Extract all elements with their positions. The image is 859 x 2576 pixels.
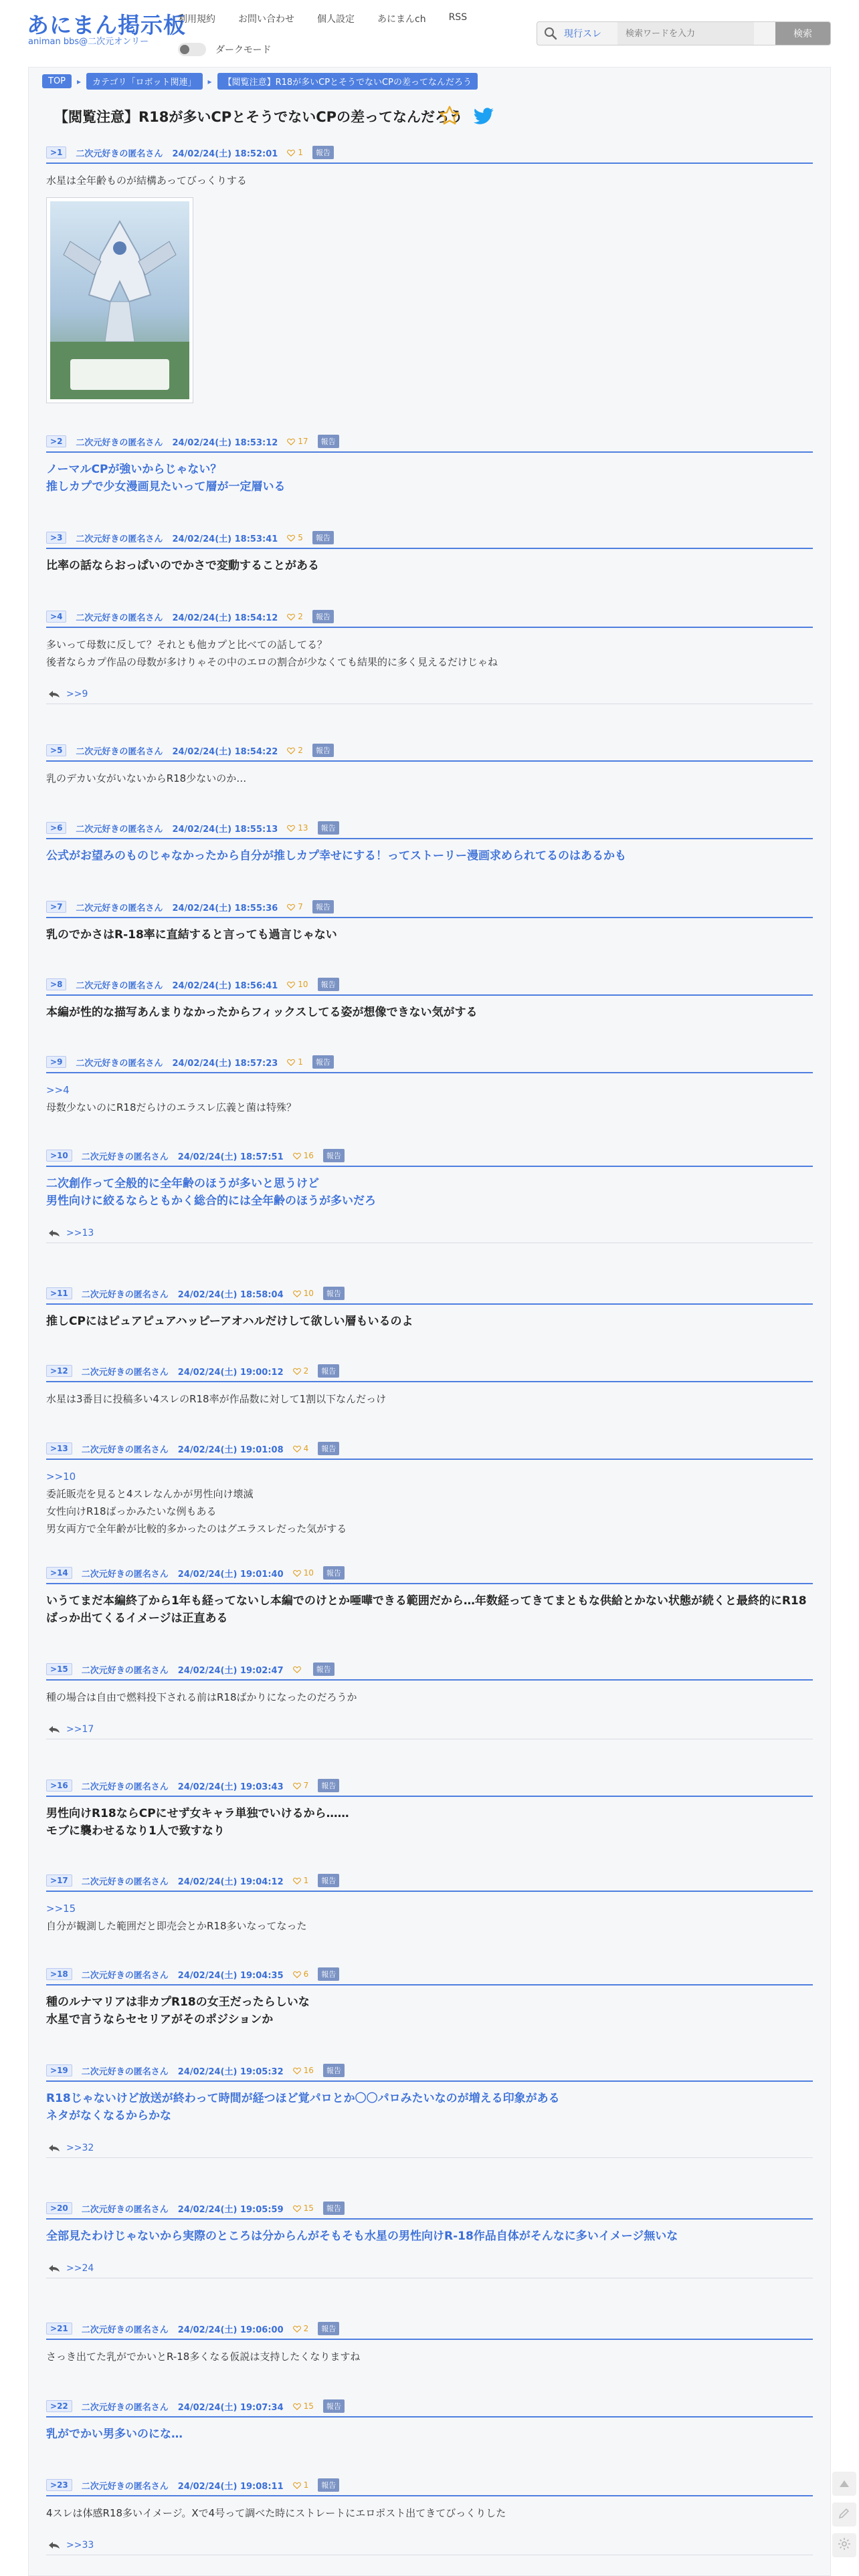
- poster-name: 二次元好きの匿名さん: [76, 824, 163, 835]
- post-11: [46, 1286, 813, 1330]
- poster-name: 二次元好きの匿名さん: [81, 1782, 169, 1792]
- search-mode-select[interactable]: 現行スレ: [564, 29, 601, 39]
- res-number[interactable]: >23: [46, 2479, 72, 2491]
- dark-mode-toggle[interactable]: [178, 43, 271, 56]
- post-body: [46, 461, 813, 496]
- post-line: 水星で言うならセセリアがそのポジションか: [46, 2013, 274, 2026]
- post-9: [46, 1055, 813, 1116]
- res-number[interactable]: >8: [46, 978, 66, 990]
- post-8: [46, 977, 813, 1021]
- logo-subtitle: animan bbs@二次元オンリー: [28, 37, 149, 47]
- nav-rss[interactable]: RSS: [448, 12, 468, 23]
- report-button[interactable]: 報告: [318, 1364, 339, 1378]
- like-button[interactable]: [287, 533, 303, 542]
- post-line: ノーマルCPが強いからじゃない？: [46, 463, 222, 476]
- post-line: 推しCPにはピュアピュアハッピーアオハルだけして欲しい層もいるのよ: [46, 1315, 413, 1328]
- report-button[interactable]: 報告: [318, 1442, 339, 1455]
- post-7: [46, 899, 813, 944]
- like-button[interactable]: [287, 823, 308, 833]
- like-button[interactable]: [287, 980, 308, 989]
- poster-name: 二次元好きの匿名さん: [76, 903, 163, 914]
- res-number[interactable]: >10: [46, 1150, 72, 1162]
- post-line: 水星は3番目に投稿多い4スレのR18率が作品数に対して1割以下なんだっけ: [46, 1393, 387, 1405]
- like-button[interactable]: [287, 612, 303, 621]
- like-count: 10: [303, 1568, 314, 1578]
- like-button[interactable]: [287, 148, 303, 157]
- like-count: 16: [303, 1151, 314, 1160]
- report-button[interactable]: 報告: [312, 610, 334, 623]
- res-number[interactable]: >1: [46, 146, 66, 158]
- poster-name: 二次元好きの匿名さん: [81, 2325, 169, 2335]
- thread-title: 【閲覧注意】R18が多いCPとそうでないCPの差ってなんだろう: [54, 109, 463, 125]
- replies-bar: [46, 2138, 813, 2158]
- post-body: [46, 926, 813, 944]
- post-body: [46, 2426, 813, 2443]
- reply-anchor-link[interactable]: >>10: [46, 1471, 76, 1483]
- like-button[interactable]: [287, 902, 303, 911]
- res-number[interactable]: >19: [46, 2064, 72, 2076]
- post-date: 24/02/24(土) 19:02:47: [177, 1665, 284, 1676]
- like-count: 1: [298, 1057, 303, 1067]
- poster-name: 二次元好きの匿名さん: [81, 1289, 169, 1300]
- report-button[interactable]: 報告: [323, 2202, 345, 2215]
- post-21: [46, 2321, 813, 2365]
- poster-name: 二次元好きの匿名さん: [81, 1367, 169, 1378]
- res-number[interactable]: >9: [46, 1056, 66, 1068]
- post-line: 水星は全年齢ものが結構あってびっくりする: [46, 175, 247, 187]
- post-divider: [46, 760, 813, 762]
- post-15: [46, 1662, 813, 1739]
- post-date: 24/02/24(土) 19:06:00: [177, 2325, 284, 2335]
- write-post-button[interactable]: [832, 2502, 856, 2527]
- post-body: [46, 1689, 813, 1706]
- poster-name: 二次元好きの匿名さん: [81, 2204, 169, 2215]
- post-divider: [46, 2416, 813, 2418]
- post-line: 乳のでかさはR-18率に直結すると言っても過言じゃない: [46, 928, 337, 942]
- post-line: 男女両方で全年齢が比較的多かったのはグエラスレだった気がする: [46, 1523, 347, 1535]
- like-button[interactable]: [287, 1057, 303, 1067]
- report-button[interactable]: 報告: [312, 900, 334, 914]
- nav-animanch[interactable]: あにまんch: [377, 14, 426, 25]
- like-button[interactable]: [293, 1876, 309, 1885]
- report-button[interactable]: 報告: [323, 2064, 345, 2077]
- poster-name: 二次元好きの匿名さん: [76, 613, 163, 623]
- switch-knob: [180, 45, 189, 54]
- post-divider: [46, 1891, 813, 1892]
- replies-bar: [46, 684, 813, 704]
- post-date: 24/02/24(土) 18:55:36: [172, 903, 278, 914]
- floating-actions: [832, 2472, 856, 2557]
- report-button[interactable]: 報告: [312, 146, 334, 159]
- like-button[interactable]: [287, 437, 308, 446]
- poster-name: 二次元好きの匿名さん: [81, 1152, 169, 1162]
- post-line: 種の場合は自由で燃料投下される前はR18ばかりになったのだろうか: [46, 1691, 357, 1703]
- res-number[interactable]: >6: [46, 822, 66, 834]
- post-body: [46, 557, 813, 574]
- like-count: 2: [298, 612, 303, 621]
- breadcrumb-top[interactable]: TOP: [42, 74, 72, 88]
- post-line: 後者ならカプ作品の母数が多けりゃその中のエロの割合が少なくても結果的に多く見えるだけじゃね: [46, 656, 498, 668]
- post-body: [46, 2090, 813, 2125]
- replies-bar: [46, 2258, 813, 2278]
- like-count: 10: [303, 1289, 314, 1298]
- res-number[interactable]: >7: [46, 901, 66, 913]
- post-divider: [46, 1166, 813, 1167]
- res-number[interactable]: >14: [46, 1567, 72, 1579]
- res-number[interactable]: >18: [46, 1968, 72, 1980]
- search-input[interactable]: [617, 22, 754, 45]
- like-button[interactable]: [293, 1781, 309, 1790]
- post-date: 24/02/24(土) 19:05:59: [177, 2204, 284, 2215]
- post-divider: [46, 1796, 813, 1797]
- breadcrumb-separator-icon: ▸: [207, 76, 212, 86]
- post-date: 24/02/24(土) 19:01:08: [177, 1444, 284, 1455]
- post-date: 24/02/24(土) 18:53:41: [172, 534, 278, 544]
- post-line: 公式がお望みのものじゃなかったから自分が推しカプ幸せにする！ってストーリー漫画求められてるのはあるかも: [46, 849, 626, 863]
- post-divider: [46, 1072, 813, 1073]
- post-22: [46, 2399, 813, 2443]
- res-number[interactable]: >21: [46, 2323, 72, 2335]
- twitter-share-icon[interactable]: [473, 108, 494, 128]
- replies-bar: [46, 2535, 813, 2555]
- like-button[interactable]: [293, 2401, 314, 2411]
- favorite-star-icon[interactable]: [438, 104, 461, 130]
- post-line: 推しカプで少女漫画見たいって層が一定層いる: [46, 480, 286, 494]
- like-button[interactable]: [293, 1568, 314, 1578]
- post-image-thumbnail[interactable]: [46, 197, 193, 403]
- report-button[interactable]: 報告: [323, 1149, 345, 1162]
- nav-contact[interactable]: お問い合わせ: [238, 14, 294, 25]
- post-10: [46, 1148, 813, 1243]
- res-number[interactable]: >11: [46, 1287, 72, 1299]
- reply-arrow-icon: [49, 2539, 60, 2551]
- post-line: ネタがなくなるからかな: [46, 2109, 171, 2123]
- post-body: [46, 2348, 813, 2365]
- poster-name: 二次元好きの匿名さん: [76, 980, 163, 991]
- post-divider: [46, 994, 813, 996]
- post-14: [46, 1566, 813, 1627]
- post-date: 24/02/24(土) 18:55:13: [172, 824, 278, 835]
- like-count: 15: [303, 2204, 314, 2213]
- post-body: [46, 1004, 813, 1021]
- post-23: [46, 2478, 813, 2555]
- post-body: [46, 1805, 813, 1840]
- report-button[interactable]: 報告: [318, 2478, 339, 2492]
- poster-name: 二次元好きの匿名さん: [76, 534, 163, 544]
- post-line: 男性向けR18ならCPにせず女キャラ単独でいけるから……: [46, 1807, 349, 1820]
- post-date: 24/02/24(土) 19:04:12: [177, 1876, 284, 1887]
- reply-link[interactable]: >>9: [66, 688, 88, 700]
- post-line: 4スレは体感R18多いイメージ。Xで4号って調べた時にストレートにエロポスト出てきてびっくりした: [46, 2507, 506, 2519]
- post-divider: [46, 627, 813, 628]
- reply-arrow-icon: [49, 1723, 60, 1735]
- report-button[interactable]: 報告: [318, 435, 339, 448]
- post-13: [46, 1441, 813, 1537]
- reply-link[interactable]: >>13: [66, 1227, 94, 1239]
- post-body: [46, 1468, 813, 1537]
- like-button[interactable]: [293, 2204, 314, 2213]
- res-number[interactable]: >4: [46, 611, 66, 623]
- reply-arrow-icon: [49, 687, 60, 700]
- report-button[interactable]: 報告: [312, 531, 334, 544]
- post-date: 24/02/24(土) 18:52:01: [172, 148, 278, 159]
- poster-name: 二次元好きの匿名さん: [81, 2066, 169, 2077]
- res-number[interactable]: >5: [46, 744, 66, 756]
- like-button[interactable]: [293, 1151, 314, 1160]
- reply-anchor-link[interactable]: >>15: [46, 1903, 76, 1915]
- like-button[interactable]: [293, 1366, 309, 1376]
- res-number[interactable]: >17: [46, 1874, 72, 1887]
- poster-name: 二次元好きの匿名さん: [81, 2402, 169, 2413]
- post-divider: [46, 163, 813, 164]
- post-line: いうてまだ本編終了から1年も経ってないし本編でのけとか唖嘩できる範囲だから…年数経ってきてまともな供給とかない状態が続くと最終的にR18ばっか出てくるイメージは正直ある: [46, 1594, 807, 1625]
- post-body: [46, 1592, 813, 1627]
- report-button[interactable]: 報告: [318, 978, 339, 991]
- search-button[interactable]: 検索: [775, 22, 830, 45]
- like-count: 1: [303, 1876, 309, 1885]
- post-3: [46, 530, 813, 574]
- post-body: [46, 2504, 813, 2522]
- like-button[interactable]: [293, 1969, 309, 1979]
- post-body: [46, 1390, 813, 1408]
- post-divider: [46, 1583, 813, 1584]
- post-6: [46, 821, 813, 865]
- post-divider: [46, 1679, 813, 1681]
- report-button[interactable]: 報告: [312, 744, 334, 757]
- res-number[interactable]: >22: [46, 2400, 72, 2412]
- post-divider: [46, 2339, 813, 2340]
- report-button[interactable]: 報告: [318, 2322, 339, 2335]
- poster-name: 二次元好きの匿名さん: [76, 437, 163, 448]
- dark-mode-switch[interactable]: [178, 43, 206, 56]
- post-date: 24/02/24(土) 19:00:12: [177, 1367, 284, 1378]
- post-4: [46, 609, 813, 704]
- replies-bar: [46, 1223, 813, 1243]
- replies-bar: [46, 1719, 813, 1739]
- dark-mode-label: ダークモード: [215, 45, 272, 56]
- post-line: 母数少ないのにR18だらけのエラスレ広義と菌は特殊？: [46, 1101, 297, 1113]
- reply-arrow-icon: [49, 2141, 60, 2154]
- reply-link[interactable]: >>17: [66, 1723, 94, 1735]
- breadcrumb-thread[interactable]: 【閲覧注意】R18が多いCPとそうでないCPの差ってなんだろう: [217, 73, 478, 90]
- post-5: [46, 743, 813, 787]
- post-date: 24/02/24(土) 19:04:35: [177, 1970, 284, 1981]
- arrow-up-icon: [839, 2478, 850, 2490]
- post-line: さっき出てた乳がでかいとR-18多くなる仮説は支持したくなりますね: [46, 2351, 361, 2363]
- like-count: 16: [303, 2066, 314, 2075]
- post-line: 委託販売を見ると4スレなんかが男性向け壊滅: [46, 1488, 254, 1500]
- post-17: [46, 1873, 813, 1935]
- report-button[interactable]: 報告: [318, 1874, 339, 1887]
- like-button[interactable]: [293, 1444, 309, 1453]
- like-count: 5: [298, 533, 303, 542]
- like-count: 2: [298, 746, 303, 755]
- like-count: 7: [303, 1781, 309, 1790]
- gear-icon: [838, 2537, 851, 2553]
- post-body: [46, 1081, 813, 1116]
- post-1: [46, 145, 813, 403]
- top-nav: [178, 12, 490, 25]
- post-line: 自分が観測した範囲だと即売会とかR18多いなってなった: [46, 1920, 307, 1932]
- post-line: R18じゃないけど放送が終わって時間が経つほど覚パロとか〇〇パロみたいなのが増える印象がある: [46, 2092, 560, 2105]
- res-number[interactable]: >13: [46, 1442, 72, 1455]
- res-number[interactable]: >15: [46, 1663, 72, 1675]
- post-divider: [46, 2080, 813, 2082]
- like-count: 2: [303, 1366, 309, 1376]
- report-button[interactable]: 報告: [323, 2399, 345, 2413]
- breadcrumb-category[interactable]: カテゴリ「ロボット関連」: [86, 73, 202, 90]
- report-button[interactable]: 報告: [318, 1779, 339, 1792]
- settings-button[interactable]: [832, 2533, 856, 2557]
- poster-name: 二次元好きの匿名さん: [81, 1569, 169, 1580]
- post-line: 二次創作って全般的に全年齢のほうが多いと思うけど: [46, 1177, 319, 1190]
- breadcrumb-separator-icon: ▸: [77, 76, 82, 86]
- post-body: [46, 1175, 813, 1210]
- reply-link[interactable]: >>33: [66, 2539, 94, 2551]
- like-button[interactable]: [293, 2480, 309, 2490]
- like-button[interactable]: [287, 746, 303, 755]
- like-count: 2: [303, 2324, 309, 2333]
- poster-name: 二次元好きの匿名さん: [81, 1444, 169, 1455]
- post-divider: [46, 548, 813, 549]
- post-18: [46, 1967, 813, 2028]
- post-date: 24/02/24(土) 18:54:12: [172, 613, 278, 623]
- post-date: 24/02/24(土) 18:58:04: [177, 1289, 284, 1300]
- like-button[interactable]: [293, 2324, 309, 2333]
- res-number[interactable]: >12: [46, 1365, 72, 1377]
- post-line: 本編が性的な描写あんまりなかったからフィックスしてる姿が想像できない気がする: [46, 1006, 478, 1019]
- logo-title: あにまん掲示板: [27, 12, 186, 38]
- like-count: 13: [298, 823, 308, 833]
- like-button[interactable]: [293, 1289, 314, 1298]
- poster-name: 二次元好きの匿名さん: [76, 148, 163, 159]
- poster-name: 二次元好きの匿名さん: [81, 1876, 169, 1887]
- search-icon: [537, 22, 564, 45]
- like-count: 15: [303, 2401, 314, 2411]
- post-date: 24/02/24(土) 19:08:11: [177, 2481, 284, 2492]
- res-number[interactable]: >2: [46, 435, 66, 447]
- post-body: [46, 1900, 813, 1935]
- post-2: [46, 434, 813, 496]
- thread-panel: [28, 67, 831, 2576]
- post-line: 多いって母数に反して？それとも他カプと比べての話してる？: [46, 639, 328, 651]
- post-date: 24/02/24(土) 18:57:23: [172, 1058, 278, 1069]
- post-19: [46, 2063, 813, 2158]
- post-body: [46, 2228, 813, 2245]
- post-line: 男性向けに絞るならともかく総合的には全年齢のほうが多いだろ: [46, 1194, 376, 1208]
- post-divider: [46, 451, 813, 453]
- reply-arrow-icon: [49, 2262, 60, 2274]
- post-line: 女性向けR18ばっかみたいな例もある: [46, 1505, 217, 1517]
- report-button[interactable]: 報告: [323, 1566, 345, 1580]
- report-button[interactable]: 報告: [318, 1967, 339, 1981]
- poster-name: 二次元好きの匿名さん: [76, 1058, 163, 1069]
- post-date: 24/02/24(土) 18:54:22: [172, 746, 278, 757]
- report-button[interactable]: 報告: [313, 1662, 335, 1676]
- reply-link[interactable]: >>32: [66, 2142, 94, 2153]
- post-body: [46, 636, 813, 671]
- post-date: 24/02/24(土) 19:07:34: [177, 2402, 284, 2413]
- poster-name: 二次元好きの匿名さん: [81, 1970, 169, 1981]
- post-line: 種のルナマリアは非カプR18の女王だったらしいな: [46, 1996, 310, 2009]
- site-header: [0, 0, 859, 64]
- post-line: 全部見たわけじゃないから実際のところは分からんがそもそも水星の男性向けR-18作品自体がそんなに多いイメージ無いな: [46, 2230, 678, 2243]
- post-line: 比率の話ならおっぱいのでかさで変動することがある: [46, 559, 319, 572]
- post-body: [46, 1994, 813, 2028]
- poster-name: 二次元好きの匿名さん: [81, 1665, 169, 1676]
- poster-name: 二次元好きの匿名さん: [81, 2481, 169, 2492]
- post-divider: [46, 917, 813, 918]
- post-16: [46, 1778, 813, 1840]
- poster-name: 二次元好きの匿名さん: [76, 746, 163, 757]
- report-button[interactable]: 報告: [318, 821, 339, 835]
- post-date: 24/02/24(土) 18:57:51: [177, 1152, 284, 1162]
- like-count: 10: [298, 980, 308, 989]
- like-count: 7: [298, 902, 303, 911]
- post-date: 24/02/24(土) 19:05:32: [177, 2066, 284, 2077]
- post-divider: [46, 1459, 813, 1460]
- post-date: 24/02/24(土) 19:01:40: [177, 1569, 284, 1580]
- post-body: [46, 847, 813, 865]
- res-number[interactable]: >20: [46, 2202, 72, 2214]
- report-button[interactable]: 報告: [323, 1287, 345, 1300]
- post-body: [46, 172, 813, 189]
- post-line: 乳のデカい女がいないからR18少ないのか…: [46, 772, 247, 784]
- breadcrumb: [42, 73, 478, 90]
- site-logo[interactable]: [27, 13, 186, 47]
- report-button[interactable]: 報告: [312, 1055, 334, 1069]
- post-divider: [46, 2495, 813, 2496]
- post-divider: [46, 1303, 813, 1305]
- like-count: 6: [303, 1969, 309, 1979]
- post-divider: [46, 1984, 813, 1985]
- post-divider: [46, 1381, 813, 1382]
- reply-arrow-icon: [49, 1226, 60, 1239]
- post-20: [46, 2201, 813, 2278]
- like-count: 17: [298, 437, 308, 446]
- res-number[interactable]: >3: [46, 532, 66, 544]
- post-divider: [46, 2218, 813, 2220]
- like-button[interactable]: [293, 2066, 314, 2075]
- post-divider: [46, 838, 813, 839]
- post-line: 乳がでかい男多いのにな…: [46, 2428, 183, 2441]
- post-body: [46, 1313, 813, 1330]
- like-count: 4: [303, 1444, 309, 1453]
- reply-link[interactable]: >>24: [66, 2262, 94, 2274]
- like-button[interactable]: [293, 1666, 304, 1673]
- post-line: モブに襲わせるなり1人で致すなり: [46, 1824, 225, 1838]
- post-date: 24/02/24(土) 19:03:43: [177, 1782, 284, 1792]
- post-date: 24/02/24(土) 18:56:41: [172, 980, 278, 991]
- pencil-icon: [838, 2507, 850, 2522]
- like-count: 1: [303, 2480, 309, 2490]
- search-box: [537, 21, 831, 45]
- nav-settings[interactable]: 個人設定: [317, 14, 355, 25]
- res-number[interactable]: >16: [46, 1780, 72, 1792]
- nav-terms[interactable]: 利用規約: [178, 14, 215, 25]
- reply-anchor-link[interactable]: >>4: [46, 1084, 70, 1096]
- like-count: 1: [298, 148, 303, 157]
- post-12: [46, 1364, 813, 1408]
- post-date: 24/02/24(土) 18:53:12: [172, 437, 278, 448]
- scroll-top-button[interactable]: [832, 2472, 856, 2496]
- post-body: [46, 770, 813, 787]
